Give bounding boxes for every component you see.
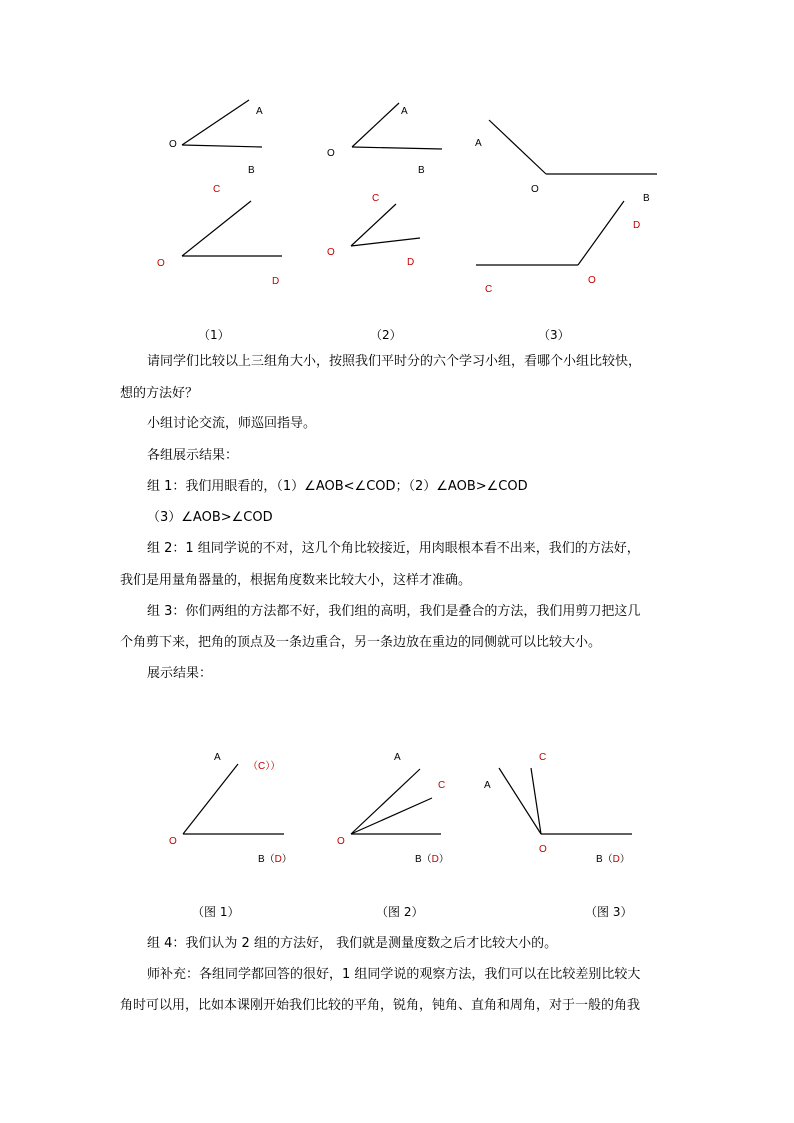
fig2-label-c: C [372, 193, 380, 204]
fig2-ray-oa [352, 103, 399, 147]
fig2-label-d: D [407, 257, 415, 268]
g2-label-o: O [337, 836, 345, 847]
caption-fig-3: （图 3） [585, 905, 633, 919]
g2-ray-oa [351, 769, 420, 834]
fig3-label-a: A [475, 138, 482, 149]
g2-label-d: D [431, 854, 439, 865]
g3-ray-oa [499, 768, 541, 834]
paragraph-3: 各组展示结果： [147, 448, 239, 463]
g2-label-a: A [394, 752, 401, 763]
caption-2: （2） [370, 328, 402, 342]
fig2-ray-od [351, 238, 420, 246]
paragraph-10-line-1: 师补充：各组同学都回答的很好，1 组同学说的观察方法，我们可以在比较差别比较大 [147, 967, 641, 982]
fig1-ray-oc [182, 201, 251, 256]
paragraph-10-line-2: 角时可以用，比如本课刚开始我们比较的平角，锐角，钝角、直角和周角，对于一般的角我 [120, 998, 641, 1013]
paragraph-6-line-2: 我们是用量角器量的，根据角度数来比较大小，这样才准确。 [120, 573, 472, 588]
fig3-ray-oa [489, 120, 546, 174]
paragraph-1-line-1: 请同学们比较以上三组角大小，按照我们平时分的六个学习小组，看哪个小组比较快， [147, 354, 642, 369]
paragraph-1-line-2: 想的方法好？ [120, 386, 199, 401]
paragraph-8: 展示结果： [147, 666, 213, 681]
g3-label-a: A [484, 780, 491, 791]
fig1-ray-ob [182, 145, 262, 147]
fig2-label-o: O [327, 148, 335, 159]
g1-ray-oa [183, 764, 238, 834]
fig1-label-b: B [248, 165, 255, 176]
caption-3: （3） [538, 328, 570, 342]
paragraph-4: 组 1：我们用眼看的，（1）∠AOB<∠COD；（2）∠AOB>∠COD [147, 479, 528, 494]
g3-label-b: B（D） [596, 854, 630, 865]
fig1-label-o2: O [157, 258, 165, 269]
fig2-ray-ob [352, 147, 442, 149]
paragraph-7-line-2: 个角剪下来，把角的顶点及一条边重合，另一条边放在重边的同侧就可以比较大小。 [120, 635, 602, 650]
fig3-label-c: C [485, 284, 493, 295]
fig1-label-c: C [213, 184, 221, 195]
paragraph-9: 组 4：我们认为 2 组的方法好， 我们就是测量度数之后才比较大小的。 [147, 936, 558, 951]
fig2-label-o2: O [327, 247, 335, 258]
fig2-label-a: A [401, 106, 408, 117]
fig3-label-o: O [531, 184, 539, 195]
paragraph-5: （3）∠AOB>∠COD [147, 510, 273, 525]
caption-1: （1） [198, 328, 230, 342]
fig3-label-o2: O [588, 275, 596, 286]
fig1-ray-oa [182, 100, 249, 145]
g3-label-o: O [539, 844, 547, 855]
fig3-label-b: B [643, 193, 650, 204]
g2-ray-oc [351, 798, 432, 834]
fig1-label-o: O [169, 139, 177, 150]
fig3-label-d: D [633, 220, 641, 231]
g1-label-a: A [214, 752, 221, 763]
g1-label-b: B（D） [258, 854, 292, 865]
paragraph-6-line-1: 组 2：1 组同学说的不对，这几个角比较接近，用肉眼根本看不出来，我们的方法好， [147, 541, 640, 556]
fig1-label-d: D [272, 276, 280, 287]
g1-label-o: O [169, 836, 177, 847]
paragraph-2: 小组讨论交流，师巡回指导。 [147, 416, 317, 431]
g3-label-c: C [539, 752, 547, 763]
fig1-label-a: A [256, 106, 263, 117]
caption-fig-1: （图 1） [192, 905, 240, 919]
g2-label-c: C [438, 780, 446, 791]
paragraph-7-line-1: 组 3：你们两组的方法都不好，我们组的高明，我们是叠合的方法，我们用剪刀把这几 [147, 604, 641, 619]
fig2-ray-oc [351, 204, 396, 246]
g3-ray-oc [531, 768, 541, 834]
g1-label-c: （C）） [248, 761, 281, 772]
g3-label-d: D [612, 854, 620, 865]
g1-label-d: D [274, 854, 282, 865]
g2-label-b: B（D） [415, 854, 449, 865]
caption-fig-2: （图 2） [376, 905, 424, 919]
fig2-label-b: B [418, 165, 425, 176]
fig3-ray-od [578, 201, 624, 265]
